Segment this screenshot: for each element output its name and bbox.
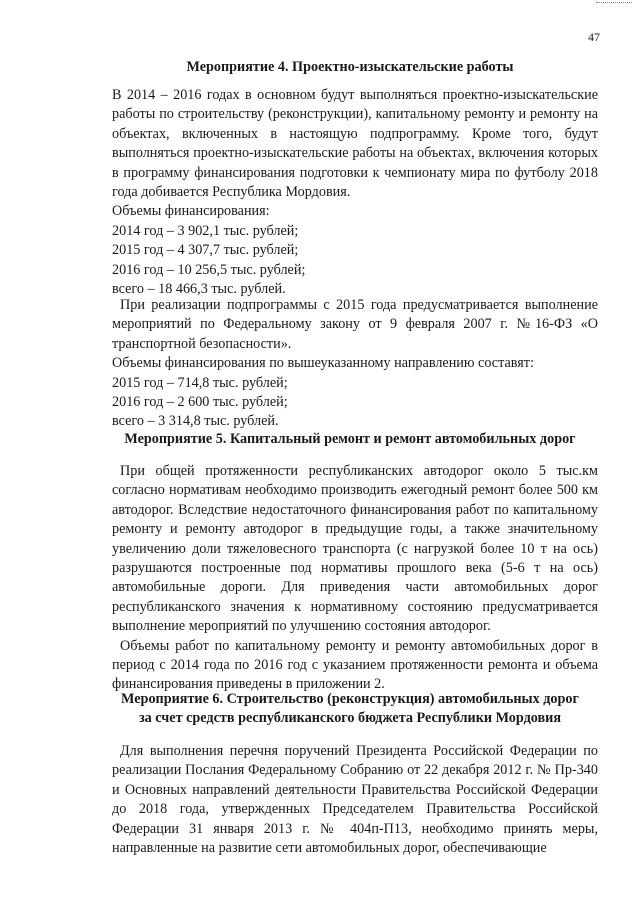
funding-2014: 2014 год – 3 902,1 тыс. рублей; xyxy=(112,222,299,239)
funding2-2015: 2015 год – 714,8 тыс. рублей; xyxy=(112,374,288,391)
section-5-title: Мероприятие 5. Капитальный ремонт и ремонт автомобильных дорог xyxy=(124,431,576,447)
funding-2016: 2016 год – 10 256,5 тыс. рублей; xyxy=(112,261,306,278)
section-4-body xyxy=(112,86,598,299)
funding-2015: 2015 год – 4 307,7 тыс. рублей; xyxy=(112,242,299,259)
section-4-title: Мероприятие 4. Проектно-изыскательские работы xyxy=(186,59,514,75)
section-6-body xyxy=(112,742,598,858)
funding-intro: Объемы финансирования: xyxy=(112,203,270,220)
scan-artifact xyxy=(596,2,632,5)
section-5-paragraph-1: При общей протяженности республиканских автодорог около 5 тыс.км согласно нормативам необходимо производить ежегодный ремонт более 500 км автодорог. Вследствие недостаточного финансирования работ по капитальному ремонту и ремонту автодорог в предыдущие годы, а также значительному увеличению доли тяжеловесного транспорта (с нагрузкой более 10 т на ось) разрушаются построенные под нормативы прошлого века (5-6 т на ось) автомобильные дороги. Для приведения части автомобильных дорог республиканского значения к нормативному состоянию предусматривается выполнение мероприятий по улучшению состояния автодорог. xyxy=(112,463,598,635)
section-6-title-line-2: за счет средств республиканского бюджета Республики Мордовия xyxy=(138,710,562,726)
funding-total: всего – 18 466,3 тыс. рублей. xyxy=(112,281,286,298)
page-number: 47 xyxy=(588,30,600,44)
funding2-2016: 2016 год – 2 600 тыс. рублей; xyxy=(112,394,288,411)
section-4-body-2 xyxy=(112,296,598,432)
section-5-body xyxy=(112,462,598,695)
section-5-paragraph-2: Объемы работ по капитальному ремонту и ремонту автомобильных дорог в период с 2014 года по 2016 год с указанием протяженности ремонта и объема финансирования приведены в приложении 2. xyxy=(112,637,598,693)
section-4-paragraph-1-text: В 2014 – 2016 годах в основном будут выполняться проектно-изыскательские работы по строительству (реконструкции), капитальному ремонту и ремонту на объектах, включенных в настоящую подпрограмму. Кроме того, будут выполняться проектно-изыскательские работы на объектах, включения которых в программу финансирования подготовки к чемпионату мира по футболу 2018 года добивается Республика Мордовия. xyxy=(112,87,598,201)
section-6-paragraph-1: Для выполнения перечня поручений Президента Российской Федерации по реализации Послания Федеральному Собранию от 22 декабря 2012 г. № Пр-340 и Основных направлений деятельности Правительства Российской Федерации до 2018 года, утвержденных Председателем Правительства Российской Федерации 31 января 2013 г. № 404п-П13, необходимо принять меры, направленные на развитие сети автомобильных дорог, обеспечивающие xyxy=(112,743,598,857)
section-4-paragraph-2: При реализации подпрограммы с 2015 года предусматривается выполнение мероприятий по Федеральному закону от 9 февраля 2007 г. №16-ФЗ «О транспортной безопасности». xyxy=(112,297,598,352)
section-6-title-line-1: Мероприятие 6. Строительство (реконструкция) автомобильных дорог xyxy=(121,691,579,707)
section-4-paragraph-1 xyxy=(112,86,598,202)
funding2-intro: Объемы финансирования по вышеуказанному направлению составят: xyxy=(112,355,534,372)
funding2-total: всего – 3 314,8 тыс. рублей. xyxy=(112,413,279,430)
